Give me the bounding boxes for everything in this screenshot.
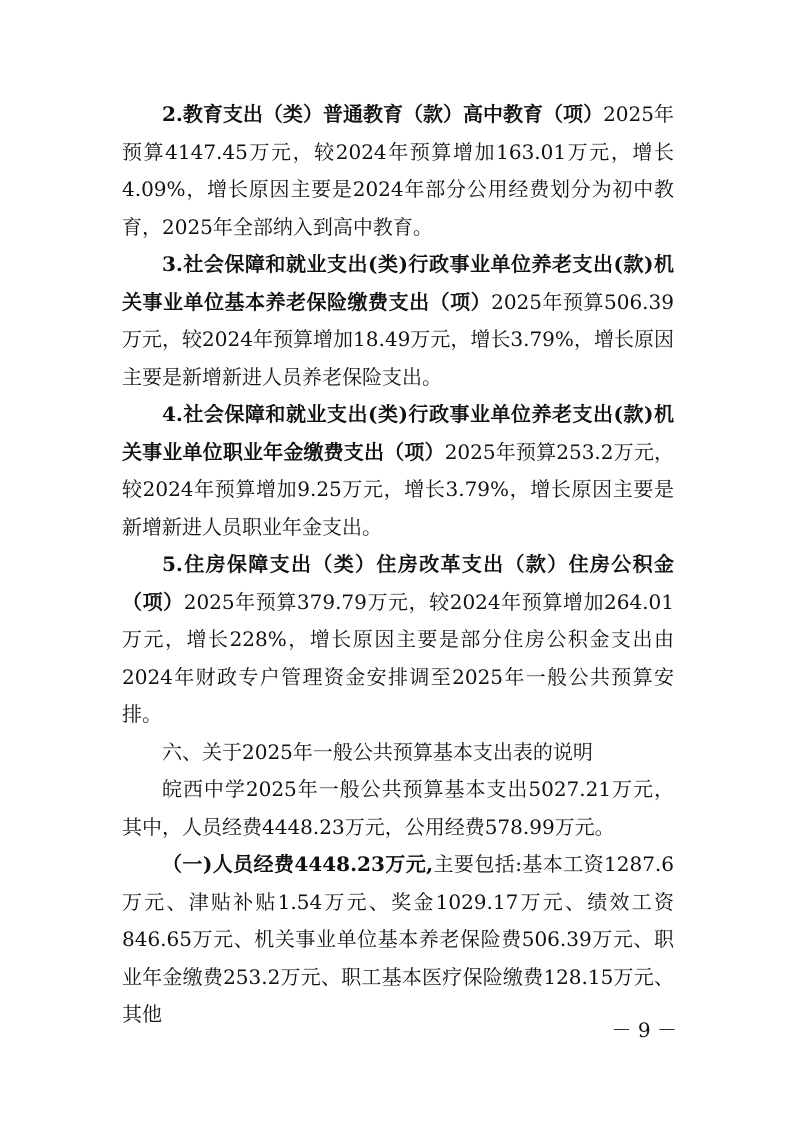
paragraph-title: 4.社会保障和就业支出(类)行政事业单位养老支出(款)机关事业单位职业年金缴费支出（项） bbox=[122, 402, 674, 464]
paragraph-text: 2025年预算4147.45万元，较2024年预算增加163.01万元，增长4.09%，增长原因主要是2024年部分公用经费划分为初中教育，2025年全部纳入到高中教育。 bbox=[122, 102, 674, 239]
paragraph-title: 5.住房保障支出（类）住房改革支出（款）住房公积金（项） bbox=[122, 552, 674, 614]
paragraph-basic-pension bbox=[122, 246, 674, 396]
paragraph-text: 2025年预算379.79万元，较2024年预算增加264.01万元，增长228%，增长原因主要是部分住房公积金支出由2024年财政专户管理资金安排调至2025年一般公共预算安排。 bbox=[122, 589, 675, 726]
paragraph-title: 3.社会保障和就业支出(类)行政事业单位养老支出(款)机关事业单位基本养老保险缴费支出（项） bbox=[122, 252, 674, 314]
paragraph-text: 2025年预算506.39万元，较2024年预算增加18.49万元，增长3.79%，增长原因主要是新增新进人员养老保险支出。 bbox=[122, 289, 674, 389]
page-number: － 9 － bbox=[611, 1018, 677, 1042]
paragraph-education bbox=[122, 96, 674, 246]
section-heading: 六、关于2025年一般公共预算基本支出表的说明 bbox=[162, 739, 593, 764]
document-body bbox=[122, 96, 674, 1034]
paragraph-personnel-expenses bbox=[122, 846, 674, 1034]
paragraph-title: 2.教育支出（类）普通教育（款）高中教育（项） bbox=[162, 102, 604, 126]
paragraph-text: 2025年预算253.2万元，较2024年预算增加9.25万元，增长3.79%，增长原因主要是新增新进人员职业年金支出。 bbox=[122, 439, 675, 539]
paragraph-title: （一)人员经费4448.23万元, bbox=[162, 852, 434, 876]
paragraph-text: 主要包括:基本工资1287.6万元、津贴补贴1.54万元、奖金1029.17万元、绩效工资846.65万元、机关事业单位基本养老保险费506.39万元、职业年金缴费253.2万元、职工基本医疗保险缴费128.15万元、其他 bbox=[122, 852, 675, 1026]
paragraph-housing-fund bbox=[122, 546, 674, 734]
summary-paragraph: 皖西中学2025年一般公共预算基本支出5027.21万元，其中，人员经费4448.23万元，公用经费578.99万元。 bbox=[122, 777, 674, 839]
paragraph-occupational-annuity bbox=[122, 396, 674, 546]
